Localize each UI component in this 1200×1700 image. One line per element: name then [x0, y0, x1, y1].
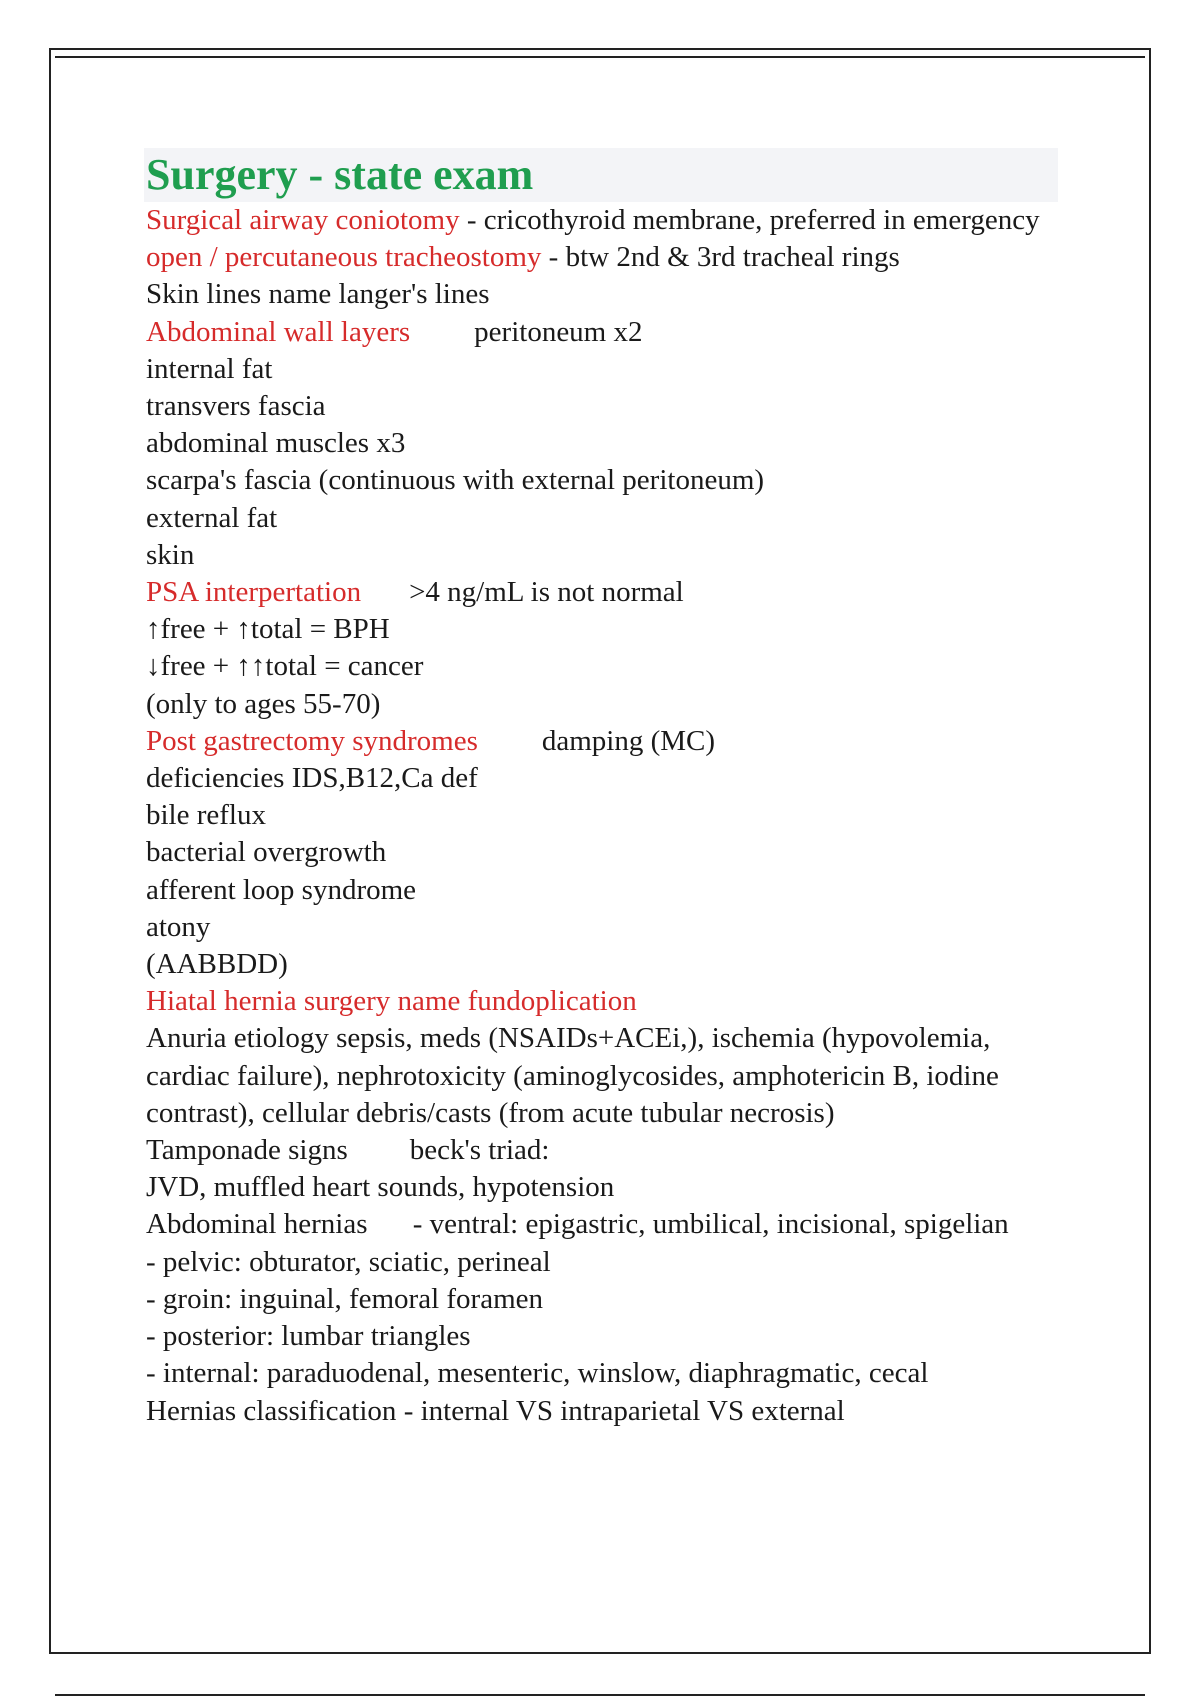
abd-wall-item: scarpa's fascia (continuous with external peritoneum)	[146, 464, 765, 497]
bottom-rule	[55, 1694, 1145, 1696]
note-hernia-class	[146, 1393, 1058, 1430]
q-skin-lines: Skin lines name	[146, 278, 332, 311]
q-hernia-class: Hernias classification	[146, 1394, 397, 1427]
a-skin-lines: langer's lines	[338, 278, 490, 311]
term-tracheostomy: open / percutaneous tracheostomy	[146, 241, 542, 274]
term-coniotomy: coniotomy	[335, 204, 460, 236]
pgs-item: deficiencies IDS,B12,Ca def	[146, 762, 478, 795]
note-abd-hernias	[146, 1206, 1058, 1243]
pgs-item: bile reflux	[146, 799, 266, 832]
def-tracheostomy: - btw 2nd & 3rd tracheal rings	[541, 241, 900, 274]
a-tamponade-2: JVD, muffled heart sounds, hypotension	[146, 1171, 615, 1204]
def-airway: - cricothyroid membrane, preferred in emergency	[459, 204, 1040, 236]
psa-item: (only to ages 55-70)	[146, 687, 381, 720]
q-anuria: Anuria etiology	[146, 1022, 329, 1055]
pgs-item: atony	[146, 910, 211, 943]
title-bar	[144, 148, 1058, 202]
pgs-item: damping (MC)	[541, 724, 716, 757]
abd-wall-item: external fat	[146, 501, 278, 534]
a-anuria: sepsis, meds (NSAIDs+ACEi,), ischemia (hypovolemia, cardiac failure), nephrotoxicity (aminoglycosides, amphotericin B, iodine contrast), cellular debris/casts (from acute tubular necrosis)	[146, 1022, 999, 1129]
pgs-item: (AABBDD)	[146, 948, 288, 981]
abd-wall-item: transvers fascia	[146, 390, 326, 423]
term-psa: PSA interpertation	[146, 576, 362, 609]
term-post-gastrectomy: Post gastrectomy syndromes	[146, 724, 478, 757]
note-abd-wall	[146, 314, 1058, 351]
hernia-item: - groin: inguinal, femoral foramen	[146, 1282, 544, 1315]
note-tamponade	[146, 1132, 1058, 1169]
abd-wall-item: internal fat	[146, 352, 273, 385]
hernia-item: - posterior: lumbar triangles	[146, 1320, 471, 1353]
psa-item: >4 ng/mL is not normal	[409, 576, 684, 609]
note-psa	[146, 574, 1058, 611]
q-tamponade: Tamponade signs	[146, 1134, 348, 1167]
term-hiatal-hernia: Hiatal hernia surgery name	[146, 985, 461, 1018]
abd-wall-item: abdominal muscles x3	[146, 427, 406, 460]
psa-item: ↑free + ↑total = BPH	[146, 613, 390, 646]
a-tamponade-1: beck's triad:	[409, 1134, 550, 1167]
pgs-item: bacterial overgrowth	[146, 836, 387, 869]
hernia-item: - ventral: epigastric, umbilical, incisional, spigelian	[405, 1208, 1009, 1241]
abd-wall-item: skin	[146, 538, 195, 571]
hernia-item: - pelvic: obturator, sciatic, perineal	[146, 1245, 551, 1278]
note-post-gastrectomy	[146, 723, 1058, 760]
note-hiatal-hernia	[146, 983, 1058, 1020]
abd-wall-item: peritoneum x2	[474, 315, 643, 348]
hernia-item: - internal: paraduodenal, mesenteric, winslow, diaphragmatic, cecal	[146, 1357, 929, 1390]
top-rule	[55, 56, 1145, 58]
a-hernia-class: - internal VS intraparietal VS external	[396, 1394, 845, 1427]
psa-item: ↓free + ↑↑total = cancer	[146, 650, 424, 683]
note-airway	[146, 202, 1058, 239]
notes-content	[146, 148, 1058, 1430]
a-hiatal-hernia: fundoplication	[467, 985, 637, 1018]
pgs-item: afferent loop syndrome	[146, 873, 417, 906]
note-skin-lines	[146, 276, 1058, 313]
note-tracheostomy	[146, 239, 1058, 276]
note-anuria	[146, 1020, 1058, 1132]
page-title: Surgery - state exam	[146, 150, 534, 199]
term-airway: Surgical airway	[146, 204, 329, 236]
term-abd-wall: Abdominal wall layers	[146, 315, 411, 348]
q-abd-hernias: Abdominal hernias	[146, 1208, 368, 1241]
